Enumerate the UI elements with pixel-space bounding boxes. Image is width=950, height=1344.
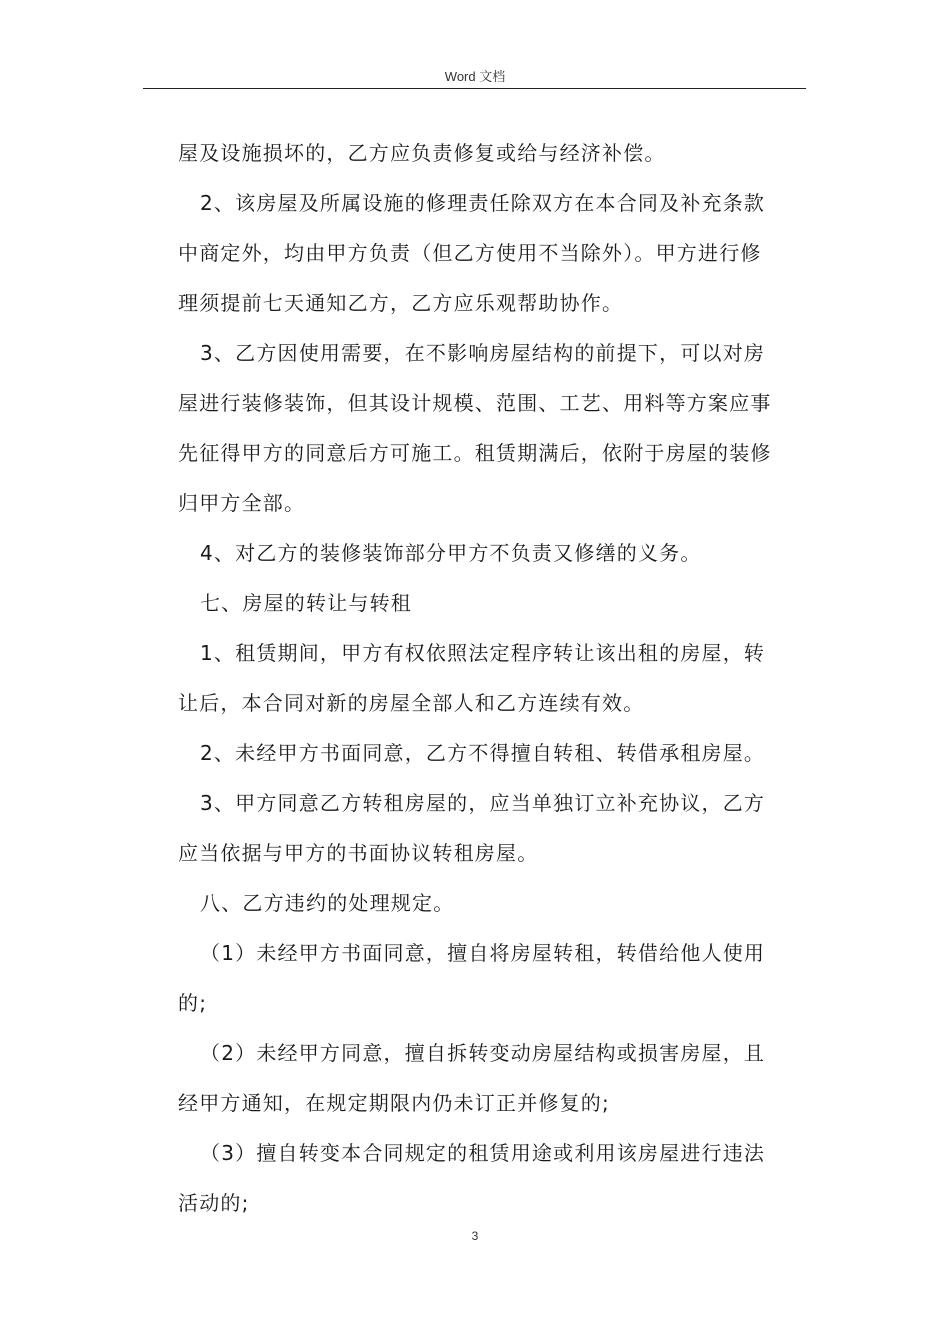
text-line: 1、租赁期间，甲方有权依照法定程序转让该出租的房屋，转 [200,641,766,665]
text-line: 3、甲方同意乙方转租房屋的，应当单独订立补充协议，乙方 [200,791,766,815]
text-line: 归甲方全部。 [178,491,306,515]
text-line: 应当依据与甲方的书面协议转租房屋。 [178,841,539,865]
text-line: 七、房屋的转让与转租 [200,591,412,615]
document-body [178,128,808,1228]
text-line: 的; [178,991,208,1015]
page-number: 3 [471,1229,479,1243]
text-line: 活动的; [178,1191,250,1215]
text-line: 经甲方通知，在规定期限内仍未订正并修复的; [178,1091,610,1115]
text-line: 2、该房屋及所属设施的修理责任除双方在本合同及补充条款 [200,191,766,215]
text-line: 屋进行装修装饰，但其设计规模、范围、工艺、用料等方案应事 [178,391,772,415]
text-line: 3、乙方因使用需要，在不影响房屋结构的前提下，可以对房 [200,341,766,365]
text-line: （2）未经甲方同意，擅自拆转变动房屋结构或损害房屋，且 [200,1041,766,1065]
text-line: （3）擅自转变本合同规定的租赁用途或利用该房屋进行违法 [200,1141,766,1165]
text-line: 八、乙方违约的处理规定。 [200,891,455,915]
text-line: 屋及设施损坏的，乙方应负责修复或给与经济补偿。 [178,141,666,165]
header-divider [143,88,806,89]
text-line: 先征得甲方的同意后方可施工。租赁期满后，依附于房屋的装修 [178,441,772,465]
text-line: 让后，本合同对新的房屋全部人和乙方连续有效。 [178,691,645,715]
text-line: 4、对乙方的装修装饰部分甲方不负责又修缮的义务。 [200,541,702,565]
text-line: （1）未经甲方书面同意，擅自将房屋转租，转借给他人使用 [200,941,766,965]
text-line: 2、未经甲方书面同意，乙方不得擅自转租、转借承租房屋。 [200,741,766,765]
page-header: Word 文档 [444,69,506,84]
text-line: 中商定外，均由甲方负责（但乙方使用不当除外）。甲方进行修 [178,241,762,265]
text-line: 理须提前七天通知乙方，乙方应乐观帮助协作。 [178,291,624,315]
